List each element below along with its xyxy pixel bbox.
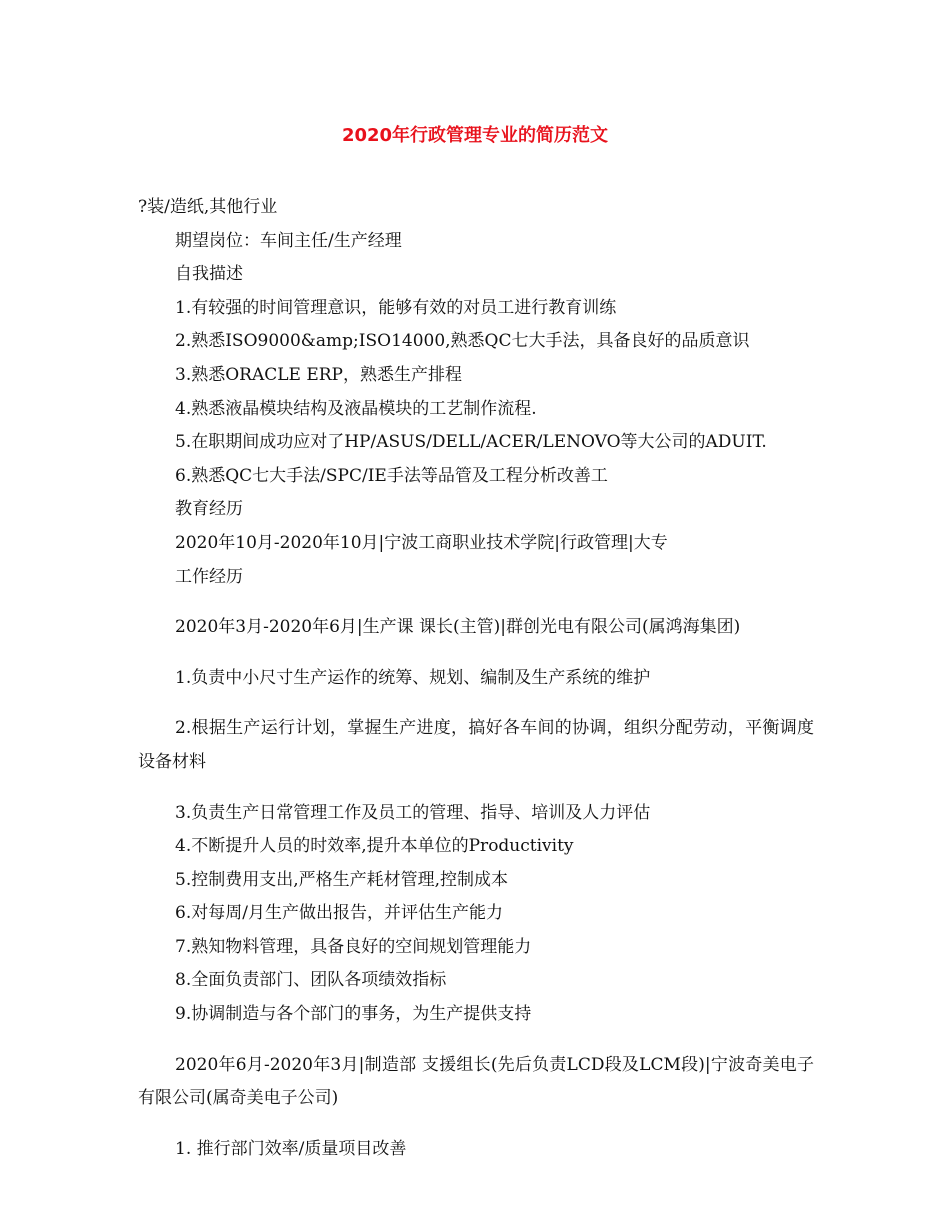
document-body xyxy=(138,191,814,1166)
section-heading-self-description: 自我描述 xyxy=(175,264,243,285)
education-entry: 2020年10月-2020年10月|宁波工商职业技术学院|行政管理|大专 xyxy=(175,532,668,553)
work-duty-item: 7.熟知物料管理，具备良好的空间规划管理能力 xyxy=(175,936,532,957)
work-duty-item: 1.负责中小尺寸生产运作的统筹、规划、编制及生产系统的维护 xyxy=(175,667,651,688)
self-description-item: 5.在职期间成功应对了HP/ASUS/DELL/ACER/LENOVO等大公司的ADUIT. xyxy=(175,432,767,453)
work-duty-item: 5.控制费用支出,严格生产耗材管理,控制成本 xyxy=(175,869,509,890)
work-entry-header: 2020年3月-2020年6月|生产课 课长(主管)|群创光电有限公司(属鸿海集团) xyxy=(175,617,741,638)
self-description-item: 1.有较强的时间管理意识，能够有效的对员工进行教育训练 xyxy=(175,297,617,318)
work-duty-item: 8.全面负责部门、团队各项绩效指标 xyxy=(175,970,447,991)
work-entry-header: 2020年6月-2020年3月|制造部 支援组长(先后负责LCD段及LCM段)|宁波奇美电子有限公司(属奇美电子公司) xyxy=(138,1054,814,1109)
industry-line: ?装/造纸,其他行业 xyxy=(138,197,278,217)
document-title: 2020年行政管理专业的简历范文 xyxy=(341,125,609,146)
section-heading-work-experience: 工作经历 xyxy=(175,566,243,587)
self-description-item: 2.熟悉ISO9000&amp;ISO14000,熟悉QC七大手法，具备良好的品质意识 xyxy=(175,331,750,352)
work-duty-item: 4.不断提升人员的时效率,提升本单位的Productivity xyxy=(175,836,574,857)
work-duty-item: 2.根据生产运行计划，掌握生产进度，搞好各车间的协调，组织分配劳动，平衡调度设备材料 xyxy=(138,718,814,772)
self-description-item: 4.熟悉液晶模块结构及液晶模块的工艺制作流程. xyxy=(175,398,537,419)
work-duty-item: 6.对每周/月生产做出报告，并评估生产能力 xyxy=(175,903,503,924)
section-heading-education: 教育经历 xyxy=(175,499,243,520)
self-description-item: 3.熟悉ORACLE ERP，熟悉生产排程 xyxy=(175,364,462,385)
work-duty-item: 3.负责生产日常管理工作及员工的管理、指导、培训及人力评估 xyxy=(175,802,651,823)
expected-position: 期望岗位：车间主任/生产经理 xyxy=(175,230,402,251)
work-duty-item: 1. 推行部门效率/质量项目改善 xyxy=(175,1138,407,1159)
work-duty-item: 9.协调制造与各个部门的事务，为生产提供支持 xyxy=(175,1004,532,1025)
self-description-item: 6.熟悉QC七大手法/SPC/IE手法等品管及工程分析改善工 xyxy=(175,465,608,486)
